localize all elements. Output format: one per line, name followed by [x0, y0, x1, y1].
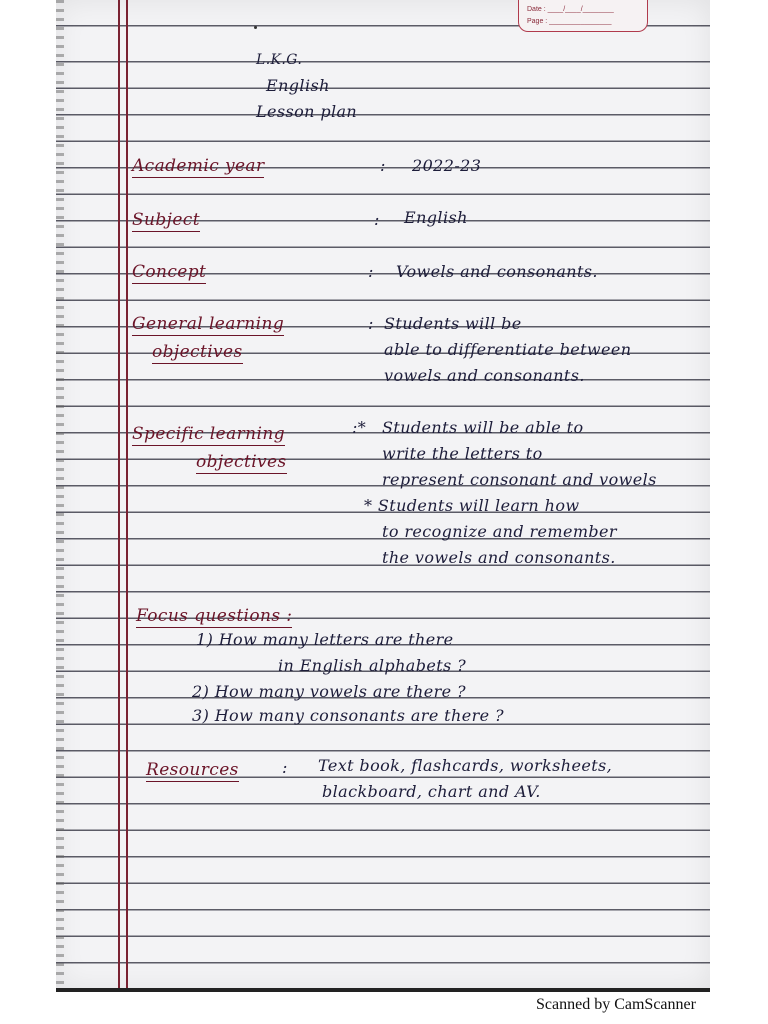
specific-objectives-line-4: * Students will learn how [364, 496, 580, 515]
subject-label: Subject [132, 210, 200, 230]
scanner-watermark: Scanned by CamScanner [536, 996, 696, 1013]
title-subject: English [266, 76, 330, 95]
general-objectives-label-2: objectives [152, 342, 243, 362]
date-page-box [518, 0, 648, 32]
focus-question-3: 3) How many consonants are there ? [192, 706, 504, 725]
specific-objectives-line-1: Students will be able to [382, 418, 584, 437]
title-doc: Lesson plan [256, 102, 358, 121]
general-objectives-sep: : [368, 314, 374, 333]
page-label: Page : ________________ [527, 18, 612, 25]
specific-objectives-line-6: the vowels and consonants. [382, 548, 616, 567]
ink-dot [254, 26, 257, 29]
margin-line-right [126, 0, 128, 990]
general-objectives-line-1: Students will be [384, 314, 522, 333]
resources-line-2: blackboard, chart and AV. [322, 782, 541, 801]
specific-objectives-line-5: to recognize and remember [382, 522, 617, 541]
specific-objectives-line-3: represent consonant and vowels [382, 470, 657, 489]
focus-questions-label: Focus questions : [136, 606, 293, 626]
concept-label: Concept [132, 262, 207, 282]
focus-question-2: 2) How many vowels are there ? [192, 682, 466, 701]
specific-objectives-label-1: Specific learning [132, 424, 285, 444]
concept-value: Vowels and consonants. [396, 262, 598, 281]
general-objectives-line-2: able to differentiate between [384, 340, 632, 359]
title-grade: L.K.G. [256, 52, 303, 68]
academic-year-value: 2022-23 [412, 156, 482, 175]
resources-line-1: Text book, flashcards, worksheets, [318, 756, 613, 775]
resources-sep: : [282, 758, 288, 777]
general-objectives-line-3: vowels and consonants. [384, 366, 585, 385]
subject-sep: : [374, 210, 380, 229]
focus-question-1-cont: in English alphabets ? [278, 656, 467, 675]
margin-line-left [118, 0, 120, 990]
academic-year-sep: : [380, 156, 386, 175]
page-bottom-edge [56, 988, 710, 992]
subject-value: English [404, 208, 468, 227]
binding-edge [56, 0, 64, 990]
general-objectives-label-1: General learning [132, 314, 285, 334]
resources-label: Resources [146, 760, 239, 780]
concept-sep: : [368, 262, 374, 281]
focus-question-1: 1) How many letters are there [196, 630, 454, 649]
date-label: Date : ____/____/________ [527, 6, 614, 13]
notebook-page [56, 0, 710, 990]
specific-objectives-sep: :* [352, 418, 367, 437]
specific-objectives-line-2: write the letters to [382, 444, 543, 463]
specific-objectives-label-2: objectives [196, 452, 287, 472]
academic-year-label: Academic year [132, 156, 265, 176]
